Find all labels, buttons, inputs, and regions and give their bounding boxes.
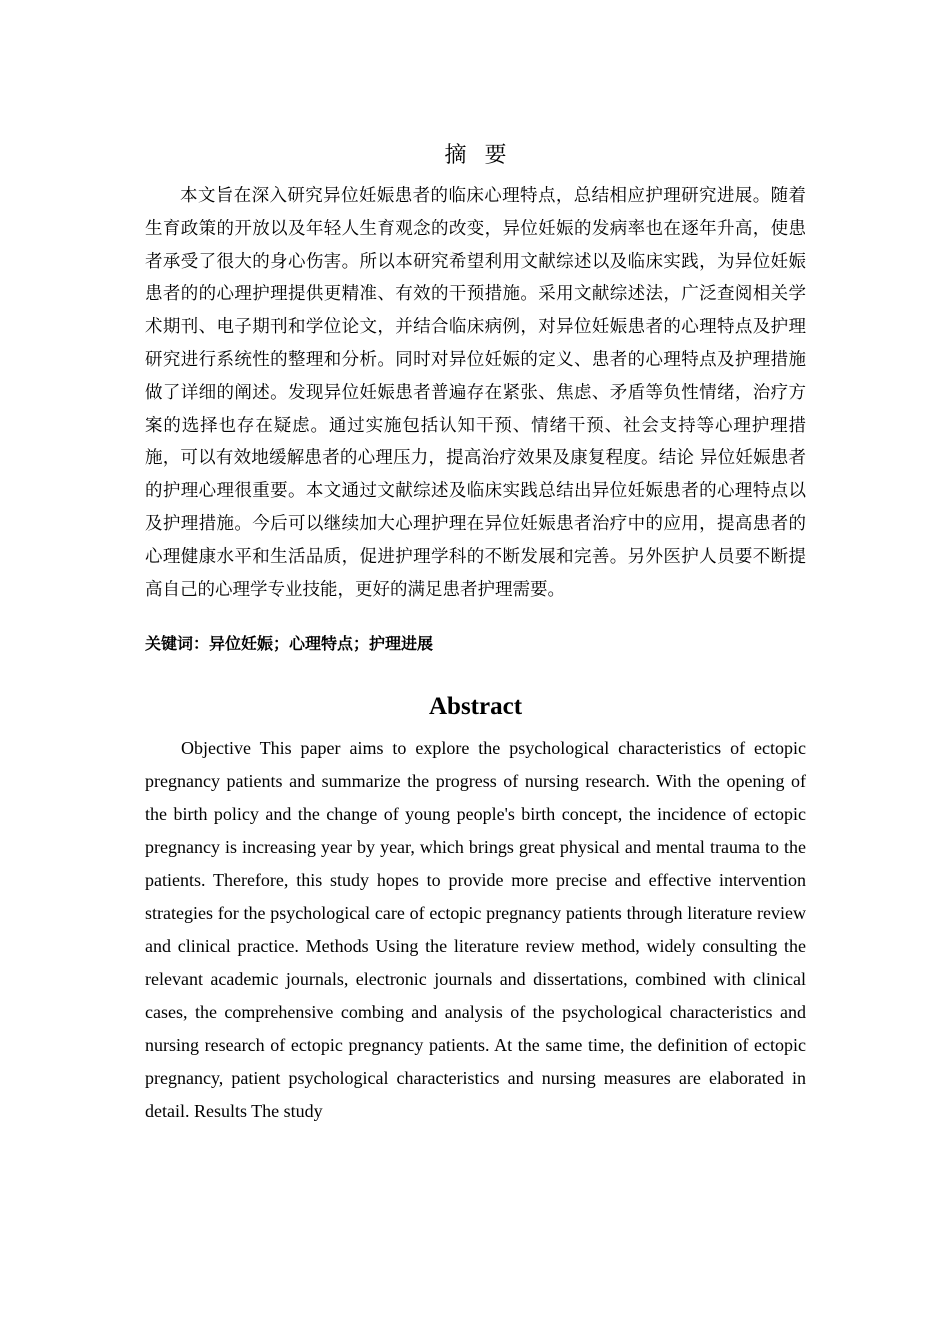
document-page <box>145 138 806 1128</box>
keywords-line: 关键词：异位妊娠；心理特点；护理进展 <box>145 634 434 654</box>
chinese-abstract-body: 本文旨在深入研究异位妊娠患者的临床心理特点，总结相应护理研究进展。随着生育政策的开放以及年轻人生育观念的改变，异位妊娠的发病率也在逐年升高，使患者承受了很大的身心伤害。所以本研究希望利用文献综述以及临床实践，为异位妊娠患者的的心理护理提供更精准、有效的干预措施。采用文献综述法，广泛查阅相关学术期刊、电子期刊和学位论文，并结合临床病例，对异位妊娠患者的心理特点及护理研究进行系统性的整理和分析。同时对异位妊娠的定义、患者的心理特点及护理措施做了详细的阐述。发现异位妊娠患者普遍存在紧张、焦虑、矛盾等负性情绪，治疗方案的选择也存在疑虑。通过实施包括认知干预、情绪干预、社会支持等心理护理措施，可以有效地缓解患者的心理压力，提高治疗效果及康复程度。结论 异位妊娠患者的护理心理很重要。本文通过文献综述及临床实践总结出异位妊娠患者的心理特点以及护理措施。今后可以继续加大心理护理在异位妊娠患者治疗中的应用，提高患者的心理健康水平和生活品质，促进护理学科的不断发展和完善。另外医护人员要不断提高自己的心理学专业技能，更好的满足患者护理需要。 <box>145 186 806 600</box>
chinese-abstract-title: 摘要 <box>444 143 525 168</box>
english-abstract-title: Abstract <box>428 693 523 721</box>
english-abstract-body: Objective This paper aims to explore the psychological characteristics of ectopic pregnancy patients and summarize the progress of nursing research. With the opening of the birth policy and the change of young people's birth concept, the incidence of ectopic pregnancy is increasing year by year, which brings great physical and mental trauma to the patients. Therefore, this study hopes to provide more precise and effective intervention strategies for the psychological care of ectopic pregnancy patients through literature review and clinical practice. Methods Using the literature review method, widely consulting the relevant academic journals, electronic journals and dissertations, combined with clinical cases, the comprehensive combing and analysis of the psychological characteristics and nursing research of ectopic pregnancy patients. At the same time, the definition of ectopic pregnancy, patient psychological characteristics and nursing measures are elaborated in detail. Results The study <box>145 738 806 1122</box>
